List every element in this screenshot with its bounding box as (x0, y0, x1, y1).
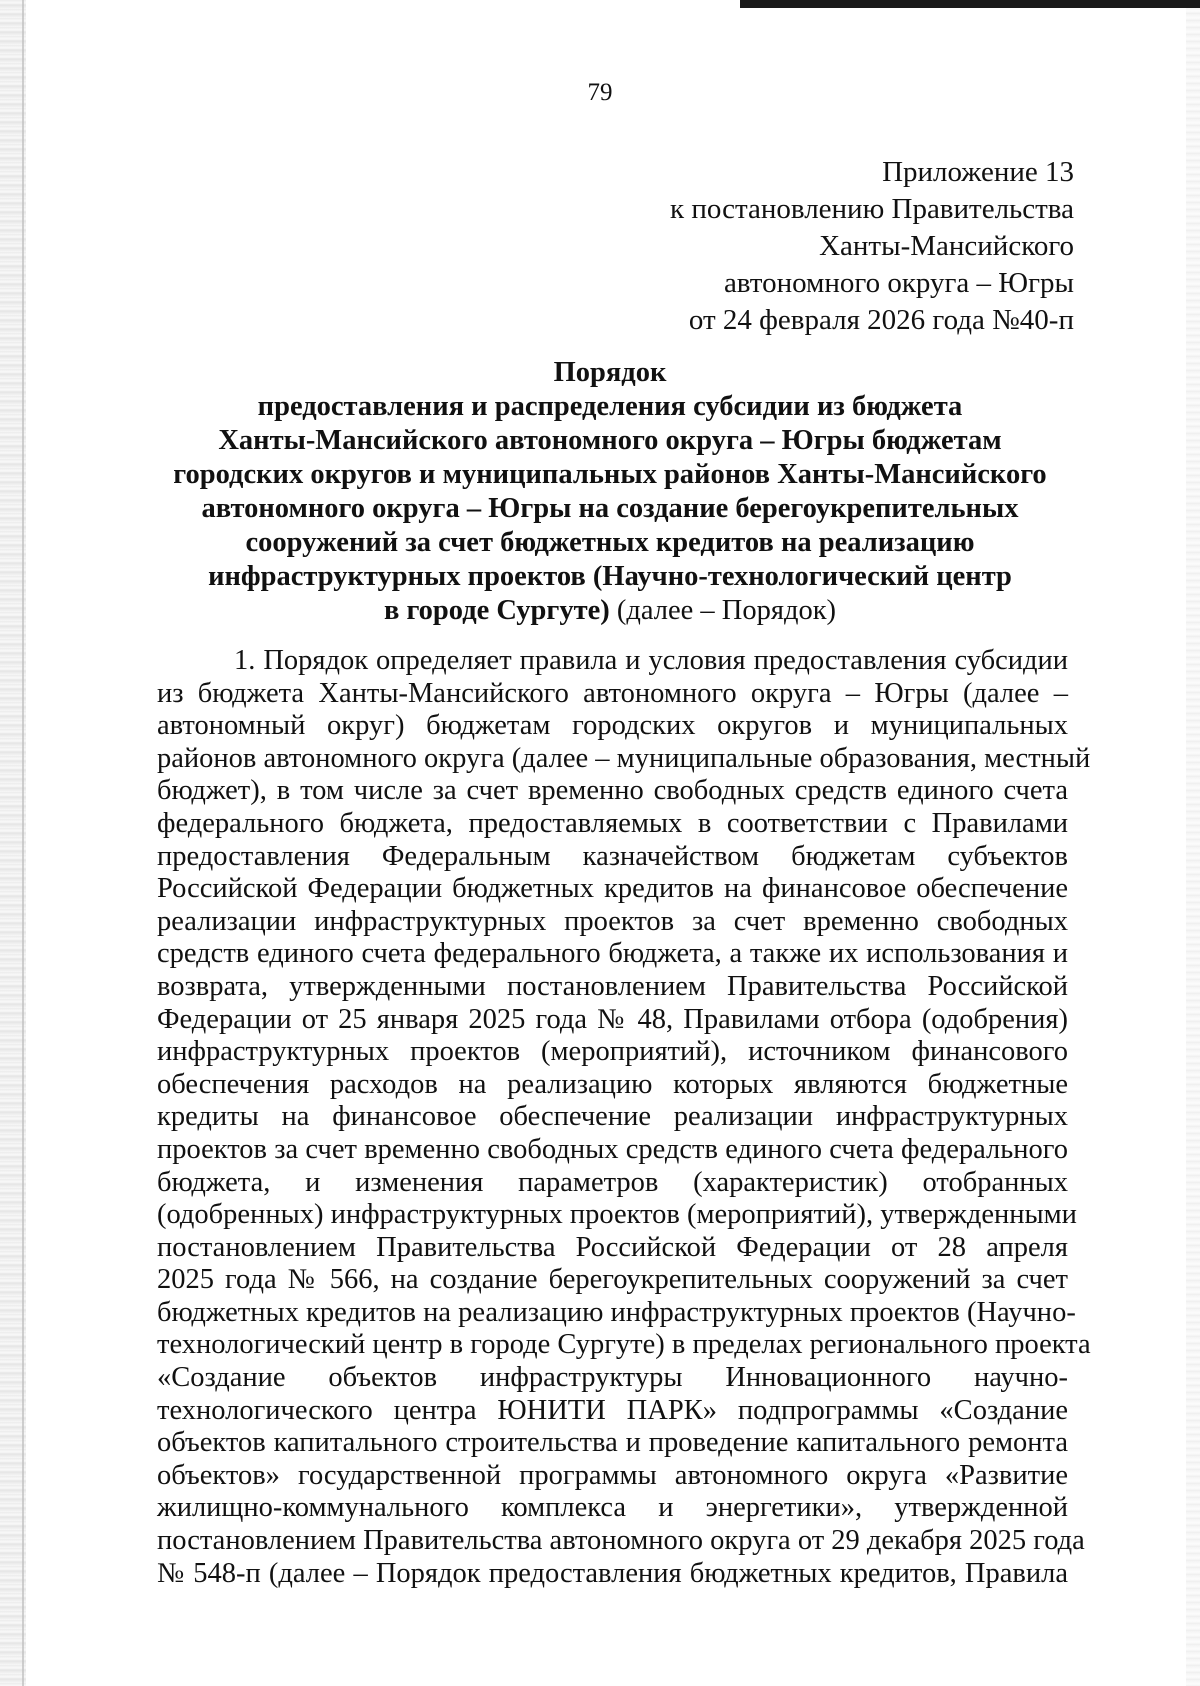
scan-edge-line (22, 0, 24, 1686)
body-line: 1. Порядок определяет правила и условия предоставления субсидии (234, 645, 1068, 676)
title-last-bold: в городе Сургуте) (383, 595, 610, 626)
body-line: предоставления Федеральным казначейством бюджетам субъектов (157, 840, 1068, 872)
title-line: инфраструктурных проектов (Научно-технологический центр (208, 561, 1012, 592)
appendix-block (514, 154, 1074, 339)
body-line: реализации инфраструктурных проектов за счет временно свободных (157, 905, 1068, 937)
body-line: «Создание объектов инфраструктуры Инновационного научно- (157, 1362, 1068, 1394)
body-line: бюджетных кредитов на реализацию инфраструктурных проектов (Научно- (157, 1296, 1076, 1328)
body-line: технологического центра ЮНИТИ ПАРК» подпрограммы «Создание (157, 1394, 1068, 1426)
body-line: жилищно-коммунального комплекса и энергетики», утвержденной (157, 1492, 1068, 1524)
title-line: автономного округа – Югры на создание берегоукрепительных (201, 493, 1019, 524)
body-line: кредиты на финансовое обеспечение реализации инфраструктурных (157, 1101, 1068, 1133)
page-number: 79 (587, 79, 613, 106)
body-line: бюджета, и изменения параметров (характеристик) отобранных (157, 1166, 1068, 1198)
body-line: № 548-п (далее – Порядок предоставления бюджетных кредитов, Правила (157, 1557, 1068, 1589)
body-line: инфраструктурных проектов (мероприятий), источником финансового (157, 1036, 1068, 1068)
body-line: районов автономного округа (далее – муниципальные образования, местный (157, 742, 1091, 774)
scan-edge-top (740, 0, 1200, 8)
title-line: сооружений за счет бюджетных кредитов на реализацию (245, 527, 975, 558)
body-text (157, 645, 1091, 1590)
document-title (150, 356, 1070, 628)
appendix-line: от 24 февраля 2026 года №40-п (688, 304, 1074, 336)
scan-edge-right (1186, 0, 1200, 1686)
body-line: проектов за счет временно свободных средств единого счета федерального (157, 1133, 1068, 1165)
appendix-line: к постановлению Правительства (670, 193, 1074, 225)
body-line: постановлением Правительства автономного округа от 29 декабря 2025 года (157, 1525, 1085, 1557)
body-line: 2025 года № 566, на создание берегоукрепительных сооружений за счет (157, 1264, 1068, 1296)
title-last-regular: (далее – Порядок) (609, 595, 837, 626)
title-line: городских округов и муниципальных районов Ханты-Мансийского (173, 459, 1047, 490)
body-line: (одобренных) инфраструктурных проектов (мероприятий), утвержденными (157, 1199, 1077, 1231)
body-line: постановлением Правительства Российской Федерации от 28 апреля (157, 1231, 1068, 1263)
title-line: предоставления и распределения субсидии из бюджета (257, 391, 963, 422)
body-line: Федерации от 25 января 2025 года № 48, Правилами отбора (одобрения) (157, 1003, 1068, 1035)
appendix-line: Ханты-Мансийского (819, 230, 1074, 262)
body-line: из бюджета Ханты-Мансийского автономного округа – Югры (далее – (157, 677, 1068, 709)
body-line: возврата, утвержденными постановлением Правительства Российской (157, 970, 1068, 1002)
title-line: Ханты-Мансийского автономного округа – Югры бюджетам (218, 425, 1002, 456)
title-last-line (150, 594, 1070, 628)
body-line: обеспечения расходов на реализацию которых являются бюджетные (157, 1068, 1068, 1100)
body-line: объектов» государственной программы автономного округа «Развитие (157, 1459, 1068, 1491)
body-line: Российской Федерации бюджетных кредитов на финансовое обеспечение (157, 873, 1068, 905)
appendix-line: автономного округа – Югры (723, 267, 1074, 299)
body-line: технологический центр в городе Сургуте) в пределах регионального проекта (157, 1329, 1091, 1361)
body-line: бюджет), в том числе за счет временно свободных средств единого счета (157, 775, 1068, 807)
title-heading: Порядок (553, 357, 667, 388)
body-line: автономный округ) бюджетам городских округов и муниципальных (157, 710, 1068, 742)
body-line: федерального бюджета, предоставляемых в соответствии с Правилами (157, 807, 1068, 839)
appendix-line: Приложение 13 (882, 156, 1074, 188)
body-line: объектов капитального строительства и проведение капитального ремонта (157, 1427, 1068, 1459)
body-line: средств единого счета федерального бюджета, а также их использования и (157, 938, 1068, 970)
